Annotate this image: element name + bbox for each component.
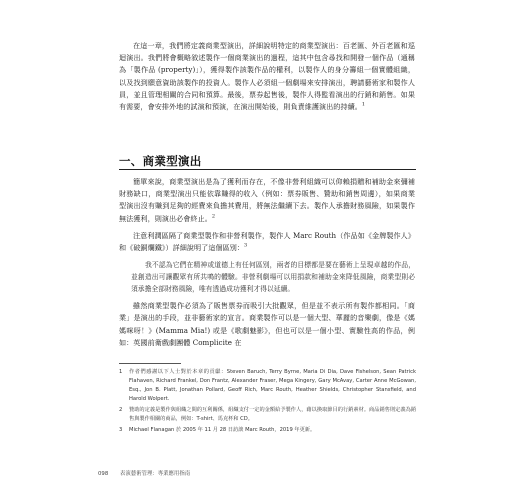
body-paragraph: 雖然商業型製作必須為了販售票券而吸引大批觀眾，但是並不表示所有製作都相同。「商業」是演出的手段，並非藝術家的宣言。商業製作可以是一個大型、華麗的音樂劇，像是《媽媽咪呀！》(Mamma Mia!) 或是《歌劇魅影》，但也可以是一個小型、實驗性高的作品，例如：英國前衛戲劇團體 Complicite 在 — [119, 301, 415, 347]
page-number: 098 — [98, 471, 109, 477]
footnotes — [119, 368, 416, 437]
footnote-text: Michael Flanagan 於 2005 年 11 月 28 日訪談 Marc Routh，2019 年更新。 — [129, 427, 316, 433]
footnote-ref: 3 — [244, 242, 248, 249]
page-footer — [98, 469, 190, 477]
body-paragraph — [119, 230, 415, 254]
intro-text: 在這一章，我們將定義商業型演出，詳細說明特定的商業型演出：百老匯、外百老匯和巡迴演出。我們將會概略敘述製作一個商業演出的過程，這其中包含尋找和開發一個作品（通稱為「製作品 (property)」），獲得製作該製作品的權利，以製作人的身分籌組一個實體組織，以及找到願意資助該製作的投資人。製作人必須組一個劇場來安排演出，聘請藝術家和製作人員，並且管理相關的合同和預算。最後，票券起售後，製作人得監看演出的行銷和銷售。如果有需要，會安排外地的試演和預演，在演出開始後，則負責維護演出的持續。 — [119, 41, 415, 112]
intro-paragraph — [119, 40, 415, 113]
footnote-divider — [119, 363, 181, 364]
paragraph-text: 注意利潤區隔了商業型製作和非營利製作，製作人 Marc Routh（作品如《金牌製作人》和《破銅爛鐵》）詳細說明了這個區別： — [119, 230, 415, 253]
intro-block — [119, 40, 415, 118]
footnote — [119, 426, 416, 435]
block-quote: 我不認為它們在精神或道德上有任何區別，兩者的目標都是要在藝術上呈現卓越的作品，並創造出可讓觀眾有所共鳴的體驗。非營利劇場可以用捐款和補助金來降低風險，商業型則必須承擔全部財務風險，唯有透過成功獲利才得以延續。 — [131, 261, 415, 294]
running-title: 表演藝術管理：專業應用指南 — [120, 471, 191, 477]
footnote-ref: 1 — [361, 101, 366, 108]
heading-underline — [119, 169, 416, 170]
section-heading: 一、商業型演出 — [119, 154, 202, 168]
footnote-text: 贊助的定義是製作與組織之間的互利關係，組織支付一定的金額給予製作人，藉以換取節目的行銷素材。商品銷售則定義為銷售與製作相關的商品，例如：T-shirt、馬克杯和 CD。 — [129, 407, 416, 422]
footnote-text: 作者們感謝以下人士對於本章的貢獻：Steven Baruch, Terry Byrne, Maria Di Dia, Dave Fishelson, Sean Patrick Flahaven, Richard Frankel, Don Frantz, Alexander Fraser, Mega Kingery, Gary McAvay, Carter Anne McGowan, Esq., Jon B. Platt, Jonathan Pollard, Geoff Rich, Marc Routh, Heather Shields, Christopher Stansfield, and Harold Wolpert. — [129, 369, 416, 402]
footnote-number: 1 — [119, 369, 123, 375]
body-block — [119, 176, 415, 354]
body-paragraph — [119, 176, 415, 225]
footnote — [119, 368, 416, 404]
footnote-ref: 2 — [211, 213, 216, 220]
paragraph-text: 簡單來說，商業型演出是為了獲利而存在，不像非營利組織可以仰賴捐贈和補助金來彌補財務缺口，商業型演出只能依靠賺得的收入（例如：票券販售、贊助和銷售周邊），如果商業型演出沒有賺到足夠的經費來負擔其費用，將無法繼續下去。製作人承擔財務風險，如果製作無法獲利，則演出必會終止。 — [119, 177, 415, 223]
footnote-number: 2 — [119, 407, 123, 413]
footnote — [119, 406, 416, 424]
footnote-number: 3 — [119, 427, 123, 433]
